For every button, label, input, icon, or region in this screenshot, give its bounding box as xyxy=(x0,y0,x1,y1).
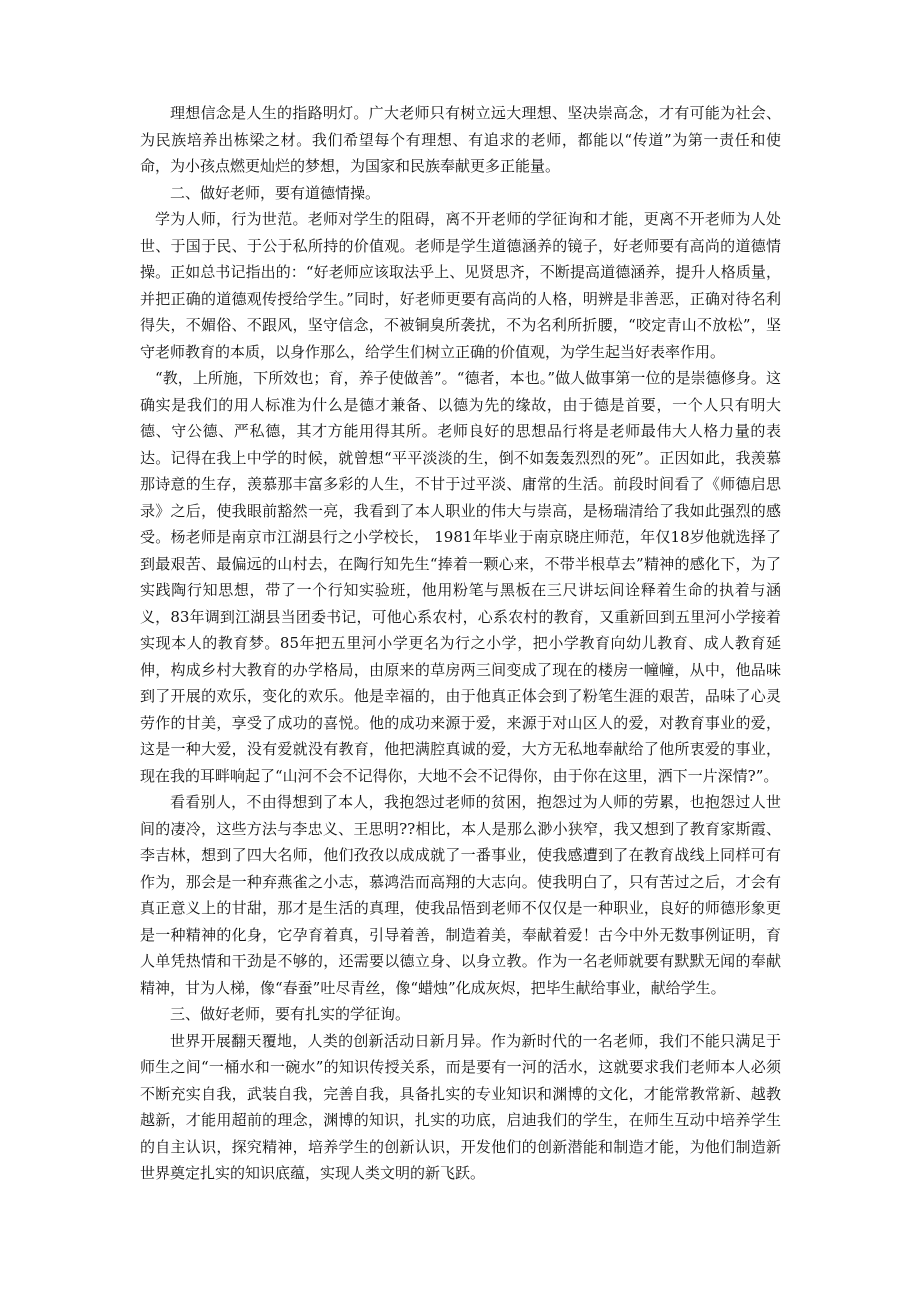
paragraph-virtue: “教，上所施，下所效也；育，养子使做善”。“德者，本也。”做人做事第一位的是崇德修身。这确实是我们的用人标准为什么是德才兼备、以德为先的缘故，由于德是首要，一个人只有明大德、守公德、严私德，其才方能用得其所。老师良好的思想品行将是老师最伟大人格力量的表达。记得在我上中学的时候，就曾想“平平淡淡的生，倒不如轰轰烈烈的死”。正因如此，我羡慕那诗意的生存，羡慕那丰富多彩的人生，不甘于过平淡、庸常的生活。前段时间看了《师德启思录》之后，使我眼前豁然一亮，我看到了本人职业的伟大与崇高，是杨瑞清给了我如此强烈的感受。杨老师是南京市江湖县行之小学校长， 1981年毕业于南京晓庄师范，年仅18岁他就选择了到最艰苦、最偏远的山村去，在陶行知先生“捧着一颗心来，不带半根草去”精神的感化下，为了实践陶行知思想，带了一个行知实验班，他用粉笔与黑板在三尺讲坛间诠释着生命的执着与涵义，83年调到江湖县当团委书记，可他心系农村，心系农村的教育，又重新回到五里河小学接着实现本人的教育梦。85年把五里河小学更名为行之小学，把小学教育向幼儿教育、成人教育延伸，构成乡村大教育的办学格局，由原来的草房两三间变成了现在的楼房一幢幢，从中，他品味到了开展的欢乐，变化的欢乐。他是幸福的，由于他真正体会到了粉笔生涯的艰苦，品味了心灵劳作的甘美，享受了成功的喜悦。他的成功来源于爱，来源于对山区人的爱，对教育事业的爱，这是一种大爱，没有爱就没有教育，他把满腔真诚的爱，大方无私地奉献给了他所衷爱的事业，现在我的耳畔响起了“山河不会不记得你，大地不会不记得你，由于你在这里，洒下一片深情?”。 xyxy=(140,369,781,785)
paragraph-reflection: 看看别人，不由得想到了本人，我抱怨过老师的贫困，抱怨过为人师的劳累，也抱怨过人世间的凄冷，这些方法与李忠义、王思明??相比，本人是那么渺小狭窄，我又想到了教育家斯霞、李吉林，想到了四大名师，他们孜孜以成成就了一番事业，使我感遭到了在教育战线上同样可有作为，那会是一种弃燕雀之小志，慕鸿浩而高翔的大志向。使我明白了，只有苦过之后，才会有真正意义上的甘甜，那才是生活的真理，使我品悟到老师不仅仅是一种职业，良好的师德形象更是一种精神的化身，它孕育着真，引导着善，制造着美，奉献着爱！古今中外无数事例证明，育人单凭热情和干劲是不够的，还需要以德立身、以身立教。作为一名老师就要有默默无闻的奉献精神，甘为人梯，像“春蚕”吐尽青丝，像“蜡烛”化成灰烬，把毕生献给事业，献给学生。 xyxy=(140,793,781,997)
document-body xyxy=(140,100,781,1187)
section-heading-morality: 二、做好老师，要有道德情操。 xyxy=(170,183,381,202)
section-heading-knowledge: 三、做好老师，要有扎实的学征询。 xyxy=(170,1005,411,1023)
paragraph-ideals: 理想信念是人生的指路明灯。广大老师只有树立远大理想、坚决崇高念，才有可能为社会、为民族培养出栋梁之材。我们希望每个有理想、有追求的老师，都能以“传道”为第一责任和使命，为小孩点燃更灿烂的梦想，为国家和民族奉献更多正能量。 xyxy=(140,104,781,175)
paragraph-role-model: 学为人师，行为世范。老师对学生的阻碍，离不开老师的学征询和才能，更离不开老师为人处世、于国于民、于公于私所持的价值观。老师是学生道德涵养的镜子，好老师要有高尚的道德情操。正如总书记指出的：“好老师应该取法乎上、见贤思齐，不断提高道德涵养，提升人格质量，并把正确的道德观传授给学生。”同时，好老师更要有高尚的人格，明辨是非善恶，正确对待名利得失，不媚俗、不跟风，坚守信念，不被铜臭所袭扰，不为名利所折腰，“咬定青山不放松”，坚守老师教育的本质，以身作那么，给学生们树立正确的价值观，为学生起当好表率作用。 xyxy=(140,210,781,361)
paragraph-innovation: 世界开展翻天覆地，人类的创新活动日新月异。作为新时代的一名老师，我们不能只满足于师生之间“一桶水和一碗水”的知识传授关系，而是要有一河的活水，这就要求我们老师本人必须不断充实自我，武装自我，完善自我，具备扎实的专业知识和渊博的文化，才能常教常新、越教越新，才能用超前的理念，渊博的知识，扎实的功底，启迪我们的学生，在师生互动中培养学生的自主认识，探究精神，培养学生的创新认识，开发他们的创新潜能和制造才能，为他们制造新世界奠定扎实的知识底蕴，实现人类文明的新飞跃。 xyxy=(140,1031,781,1182)
